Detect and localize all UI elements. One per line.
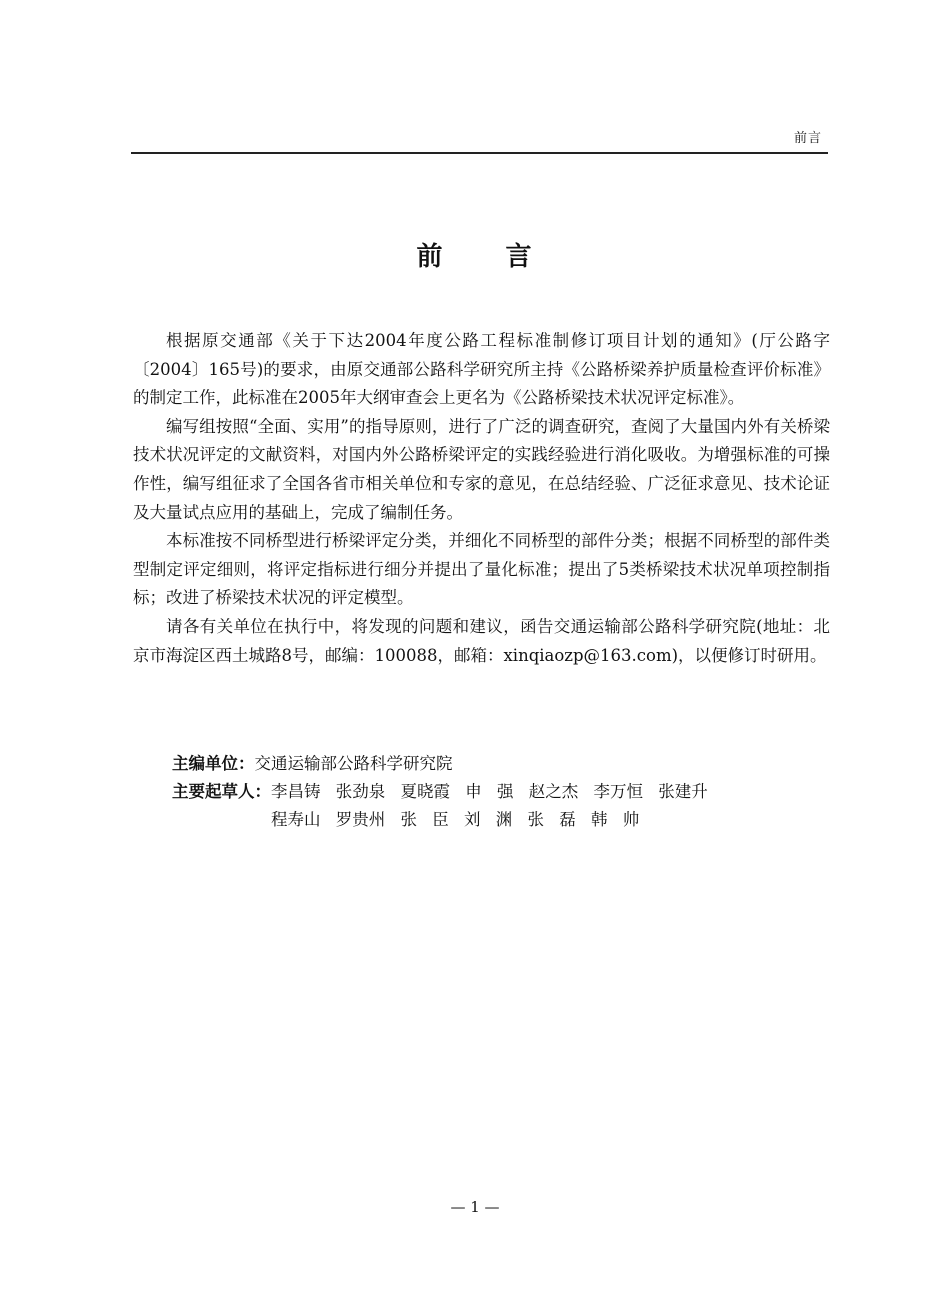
editor-label: 主编单位：	[172, 754, 255, 773]
paragraph-1: 根据原交通部《关于下达2004年度公路工程标准制修订项目计划的通知》(厅公路字〔2004〕165号)的要求，由原交通部公路科学研究所主持《公路桥梁养护质量检查评价标准》的制定工作，此标准在2005年大纲审查会上更名为《公路桥梁技术状况评定标准》。	[133, 331, 830, 408]
editor-value: 交通运输部公路科学研究院	[254, 754, 453, 773]
drafters-names-2: 程寿山 罗贵州 张 臣 刘 渊 张 磊 韩 帅	[271, 810, 640, 829]
header-rule	[131, 152, 828, 154]
body-text	[133, 327, 830, 670]
page-number: — 1 —	[450, 1198, 500, 1216]
drafters-line	[172, 778, 812, 806]
drafters-label: 主要起草人：	[172, 782, 271, 801]
page-title: 前 言	[416, 242, 534, 272]
paragraph-4: 请各有关单位在执行中，将发现的问题和建议，函告交通运输部公路科学研究院(地址：北京市海淀区西土城路8号，邮编：100088，邮箱：xinqiaozp@163.com)，以便修订时研用。	[133, 616, 830, 665]
editor-line	[172, 750, 812, 778]
drafters-names-1: 李昌铸 张劲泉 夏晓霞 申 强 赵之杰 李万恒 张建升	[271, 782, 708, 801]
paragraph-3: 本标准按不同桥型进行桥梁评定分类，并细化不同桥型的部件分类；根据不同桥型的部件类型制定评定细则，将评定指标进行细分并提出了量化标准；提出了5类桥梁技术状况单项控制指标；改进了桥梁技术状况的评定模型。	[133, 531, 830, 608]
running-header: 前言	[793, 131, 822, 146]
credits	[172, 750, 812, 834]
paragraph-2: 编写组按照“全面、实用”的指导原则，进行了广泛的调查研究，查阅了大量国内外有关桥梁技术状况评定的文献资料，对国内外公路桥梁评定的实践经验进行消化吸收。为增强标准的可操作性，编写组征求了全国各省市相关单位和专家的意见，在总结经验、广泛征求意见、技术论证及大量试点应用的基础上，完成了编制任务。	[133, 416, 830, 522]
